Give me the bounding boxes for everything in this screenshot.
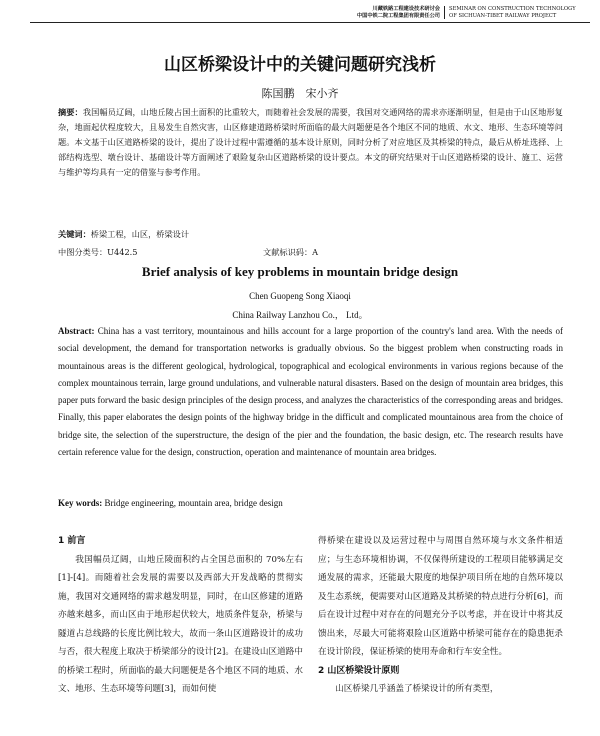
affiliation-en: China Railway Lanzhou Co.， Ltd。: [232, 310, 368, 320]
body-column-right: [318, 532, 563, 699]
keywords-en: [58, 498, 563, 508]
section2-heading: 2 山区桥梁设计原则: [318, 665, 400, 676]
section1-paragraph-left: 我国幅员辽阔，山地丘陵面积约占全国总面积的 70%左右[1]-[4]。而随着社会发展的需要以及西部大开发战略的贯彻实施，我国对交通网络的需求越发明显，同时，在山区修建的道路亦越来越多，而山区由于地形起伏较大，地质条件复杂，桥梁与隧道占总线路的长度比例比较大，故而一条山区道路设计的成功与否，很大程度上取决于桥梁部分的设计[2]。在建设山区道路中的桥梁工程时，所面临的最大问题便是各个地区不同的地质、水文、地形、生态环境等问题[3]，而如何使: [58, 554, 303, 694]
journal-header-cn: 川藏铁路工程建设技术研讨会 中国中铁二院工程集团有限责任公司: [356, 6, 440, 19]
title-cn: 山区桥梁设计中的关键问题研究浅析: [164, 55, 436, 75]
section1-heading: 1 前言: [58, 536, 86, 546]
authors-cn: 陈国鹏 宋小齐: [261, 87, 339, 100]
classification-row: [58, 247, 563, 258]
abstract-cn-text: 我国幅员辽阔，山地丘陵占国土面积的比重较大，而随着社会发展的需要，我国对交通网络的需求亦逐渐明显，但是由于山区地形复杂，地面起伏程度较大，且易发生自然灾害，山区修建道路桥梁时所面临的最大问题便是各个地区不同的地质、水文、地形、生态环境等问题。本文基于山区道路桥梁的设计，提出了设计过程中需遵循的基本设计原则，同时分析了对应地区及其桥梁的特点，最后从桥址选择、上部结构选型、墩台设计、基础设计等方面阐述了艰险复杂山区道路桥梁的设计要点。本文的研究结果对于山区道路桥梁的设计、施工、运营与维护等均具有一定的借鉴与参考作用。: [58, 107, 563, 177]
clc-value: U442.5: [107, 247, 138, 257]
abstract-cn-label: 摘要：: [58, 107, 83, 117]
header-divider: [30, 22, 590, 23]
journal-header: [345, 6, 590, 19]
doc-code: [263, 247, 318, 258]
section2-paragraph: 山区桥梁几乎涵盖了桥梁设计的所有类型，: [335, 684, 499, 694]
abstract-en-text: China has a vast territory, mountainous and hills account for a large proportion of the country's land area. With the needs of social development, the demand for transportation networks is gradually obvious. So the biggest problem when constructing roads in mountainous areas is the different geological, hydrological, topographical and ecological environments in various regions because of the complex mountainous terrain, large ground undulations, and vulnerable natural disasters. Based on the design of mountain area bridges, this paper puts forward the basic design principles of the design process, and analyzes the characteristics of the corresponding areas and bridges. Finally, this paper elaborates the design points of the highway bridge in the difficult and complicated mountainous area from the choice of bridge site, the selection of the superstructure, the design of the pier and the foundation, the basic design, etc. The research results have certain reference value for the design, construction, operation and maintenance of mountain area bridges.: [58, 326, 563, 458]
keywords-cn-text: 桥梁工程，山区，桥梁设计: [90, 229, 190, 239]
abstract-en: [58, 323, 563, 461]
section1-paragraph-right: 得桥梁在建设以及运营过程中与周围自然环境与水文条件相适应；与生态环境相协调，不仅保得所建设的工程项目能够满足交通发展的需求，还能最大限度的地保护项目所在地的自然环境以及生态系统，便需要对山区道路及其桥梁的特点进行分析[6]，而后在设计过程中对存在的问题充分予以考虑，并在设计中将其反馈出来，尽最大可能将艰险山区道路中桥梁可能存在的隐患扼杀在设计阶段，保证桥梁的使用寿命和行车安全性。: [318, 536, 563, 657]
abstract-en-label: Abstract:: [58, 326, 95, 336]
title-en: Brief analysis of key problems in mountain bridge design: [141, 264, 459, 279]
doc-code-label: 文献标识码：: [263, 247, 313, 257]
keywords-cn: [58, 229, 563, 240]
journal-header-en: SEMINAR ON CONSTRUCTION TECHNOLOGY OF SICHUAN-TIBET RAILWAY PROJECT: [444, 6, 590, 19]
authors-en: Chen Guopeng Song Xiaoqi: [249, 291, 351, 301]
body-column-left: [58, 532, 303, 699]
abstract-cn: [58, 105, 563, 180]
doc-code-value: A: [312, 247, 319, 257]
keywords-cn-label: 关键词：: [58, 229, 91, 239]
keywords-en-text: Bridge engineering, mountain area, bridge design: [104, 498, 283, 508]
keywords-en-label: Key words:: [58, 498, 103, 508]
clc-label: 中图分类号：: [58, 247, 108, 257]
